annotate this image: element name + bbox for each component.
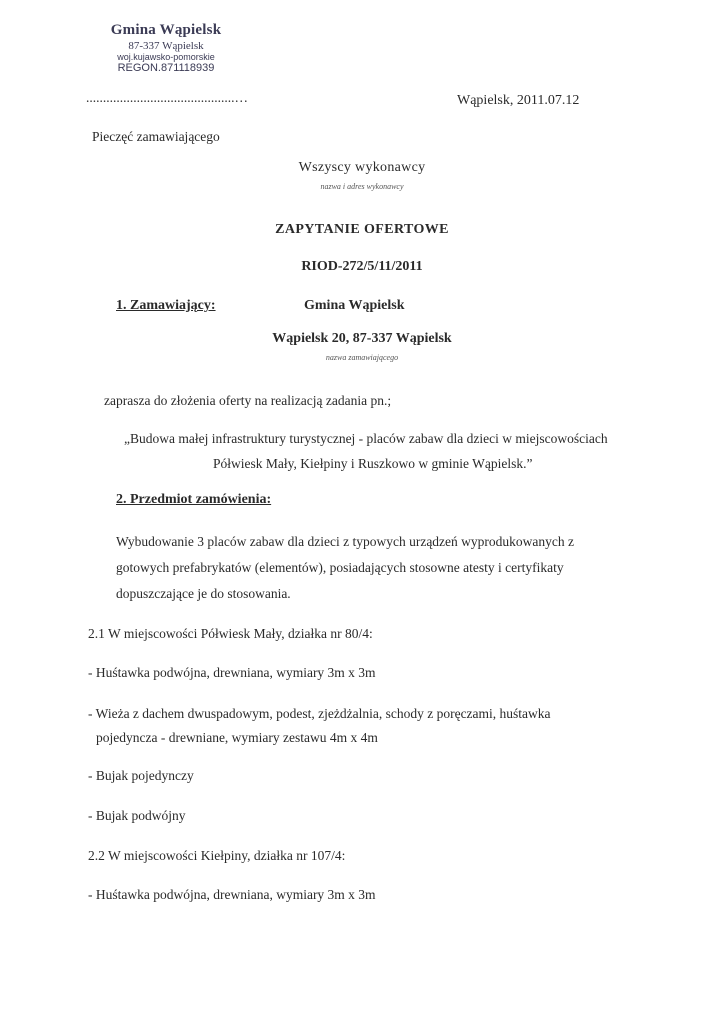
task-line-2: Półwiesk Mały, Kiełpiny i Ruszkowo w gminie Wąpielsk.”: [213, 456, 533, 471]
intro-text: zaprasza do złożenia oferty na realizacją zadania pn.;: [104, 393, 392, 408]
stamp-address: 87-337 Wąpielsk: [128, 40, 204, 52]
sub22-item-1: - Huśtawka podwójna, drewniana, wymiary 3m x 3m: [88, 887, 376, 902]
section2-desc-line-2: gotowych prefabrykatów (elementów), posiadających stosowne atesty i certyfikaty: [116, 560, 564, 575]
section1-heading: 1. Zamawiający:: [116, 298, 216, 313]
stamp: [86, 22, 246, 74]
sub22-heading: 2.2 W miejscowości Kiełpiny, działka nr 107/4:: [88, 848, 346, 863]
reference-number: RIOD-272/5/11/2011: [301, 259, 423, 274]
stamp-regon: REGON.871118939: [117, 62, 215, 74]
recipient-caption: nazwa i adres wykonawcy: [320, 182, 404, 191]
stamp-name: Gmina Wąpielsk: [110, 22, 222, 38]
section1-caption: nazwa zamawiającego: [325, 353, 399, 362]
document-title: ZAPYTANIE OFERTOWE: [275, 222, 449, 237]
stamp-region: woj.kujawsko-pomorskie: [117, 52, 215, 62]
section2-heading: 2. Przedmiot zamówienia:: [116, 492, 272, 507]
sub21-item-3: - Bujak pojedynczy: [88, 768, 194, 783]
sub21-item-4: - Bujak podwójny: [88, 808, 186, 823]
sub21-item-2-line-1: - Wieża z dachem dwuspadowym, podest, zjeżdżalnia, schody z poręczami, huśtawka: [88, 706, 551, 721]
section1-name: Gmina Wąpielsk: [304, 298, 405, 313]
sub21-heading: 2.1 W miejscowości Półwiesk Mały, działka nr 80/4:: [88, 626, 373, 641]
section2-desc-line-3: dopuszczające je do stosowania.: [116, 586, 291, 601]
stamp-caption: Pieczęć zamawiającego: [92, 129, 220, 144]
recipient-name: Wszyscy wykonawcy: [298, 160, 426, 175]
section2-desc-line-1: Wybudowanie 3 placów zabaw dla dzieci z typowych urządzeń wyprodukowanych z: [116, 534, 575, 549]
sub21-item-2-line-2: pojedyncza - drewniane, wymiary zestawu 4m x 4m: [96, 730, 378, 745]
place-date: Wąpielsk, 2011.07.12: [457, 93, 580, 108]
sub21-item-1: - Huśtawka podwójna, drewniana, wymiary 3m x 3m: [88, 665, 376, 680]
task-line-1: „Budowa małej infrastruktury turystycznej - placów zabaw dla dzieci w miejscowościach: [124, 431, 608, 446]
signature-dotted-line: ............................................…: [86, 90, 248, 105]
section1-address: Wąpielsk 20, 87-337 Wąpielsk: [272, 331, 452, 346]
